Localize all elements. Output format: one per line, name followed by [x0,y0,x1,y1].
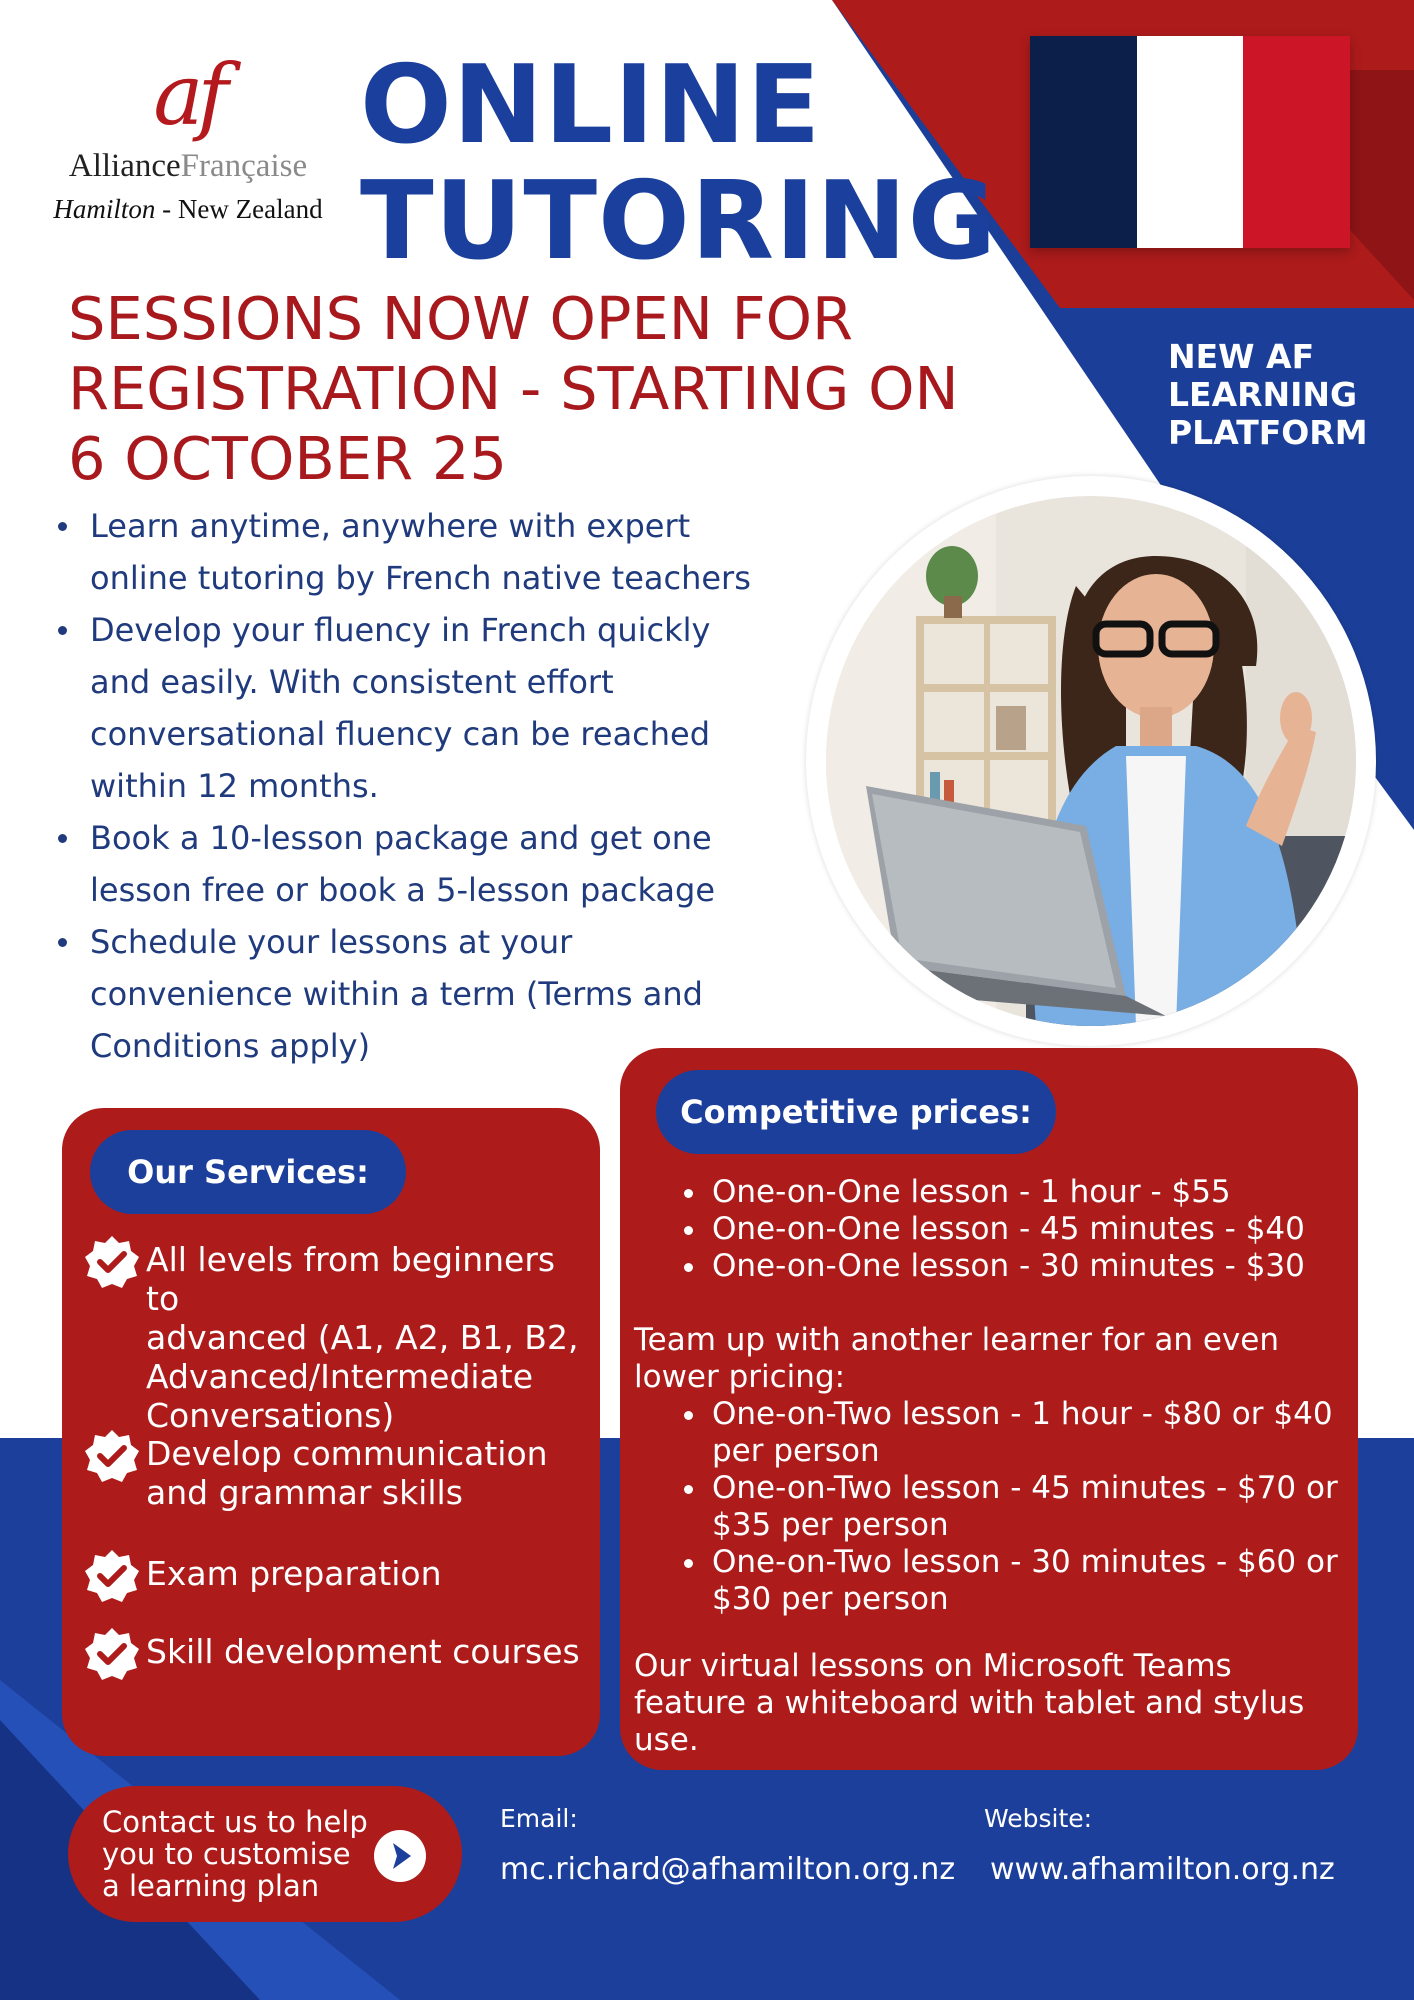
flag-stripe-left [1030,36,1137,248]
title-line-1: ONLINE [360,43,822,168]
list-item: One-on-Two lesson - 30 minutes - $60 or $30 per person [652,1544,1352,1618]
list-item: One-on-One lesson - 30 minutes - $30 [652,1248,1352,1285]
check-badge-icon [82,1234,142,1290]
highlights-list [50,500,820,1072]
contact-cta-button[interactable] [68,1786,462,1922]
service-item: Exam preparation [82,1554,592,1604]
logo-mark: af [153,46,223,144]
prices-heading: Competitive prices: [656,1070,1056,1154]
list-item: Develop your fluency in French quickly and easily. With consistent effort conversational fluency can be reached within 12 months. [50,604,820,812]
flag-stripe-middle [1137,36,1244,248]
prices-panel [620,1048,1358,1770]
logo-location [38,192,338,226]
check-badge-icon [82,1548,142,1604]
teams-note: Our virtual lessons on Microsoft Teams feature a whiteboard with tablet and stylus use. [634,1648,1305,1758]
website-link[interactable]: www.afhamilton.org.nz [990,1852,1335,1887]
list-item: One-on-One lesson - 45 minutes - $40 [652,1211,1352,1248]
service-item: Skill development courses [82,1632,592,1682]
list-item: Schedule your lessons at your convenience within a term (Terms and Conditions apply) [50,916,820,1072]
list-item: One-on-One lesson - 1 hour - $55 [652,1174,1352,1211]
list-item: One-on-Two lesson - 45 minutes - $70 or $35 per person [652,1470,1352,1544]
alliance-francaise-logo [38,46,338,260]
list-item: One-on-Two lesson - 1 hour - $80 or $40 per person [652,1396,1352,1470]
platform-badge [1168,338,1388,452]
services-panel [62,1108,600,1756]
service-item: All levels from beginners to advanced (A1, A2, B1, B2, Advanced/Intermediate Conversations) [82,1240,592,1435]
student-photo-image [826,496,1356,1026]
one-on-one-price-list [652,1174,1352,1285]
email-link[interactable]: mc.richard@afhamilton.org.nz [500,1852,956,1887]
one-on-two-price-list [652,1396,1352,1618]
title-line-2: TUTORING [360,159,998,284]
student-photo [806,476,1376,1046]
main-title [360,43,1000,284]
check-badge-icon [82,1428,142,1484]
website-label: Website: [984,1804,1093,1833]
list-item: Learn anytime, anywhere with expert online tutoring by French native teachers [50,500,820,604]
chevron-right-icon[interactable] [374,1830,426,1882]
logo-city: Hamilton [53,194,156,224]
email-label: Email: [500,1804,578,1833]
platform-line: NEW AF [1168,337,1315,376]
flag-stripe-right [1243,36,1350,248]
announcement-line: SESSIONS NOW OPEN FOR [68,284,854,353]
team-up-intro: Team up with another learner for an even lower pricing: [634,1322,1279,1395]
logo-name-francaise: Française [180,148,308,184]
logo-country: - New Zealand [162,194,323,224]
service-item: Develop communication and grammar skills [82,1434,592,1512]
logo-name-alliance: Alliance [68,148,181,184]
contact-cta-text: Contact us to help you to customise a learning plan [102,1805,368,1903]
registration-announcement [68,284,1108,494]
platform-line: LEARNING [1168,375,1358,414]
french-flag [1030,36,1350,248]
platform-line: PLATFORM [1168,413,1368,452]
check-badge-icon [82,1626,142,1682]
announcement-line: 6 OCTOBER 25 [68,424,507,493]
list-item: Book a 10-lesson package and get one lesson free or book a 5-lesson package [50,812,820,916]
services-heading: Our Services: [90,1130,406,1214]
logo-name [38,146,338,186]
announcement-line: REGISTRATION - STARTING ON [68,354,959,423]
